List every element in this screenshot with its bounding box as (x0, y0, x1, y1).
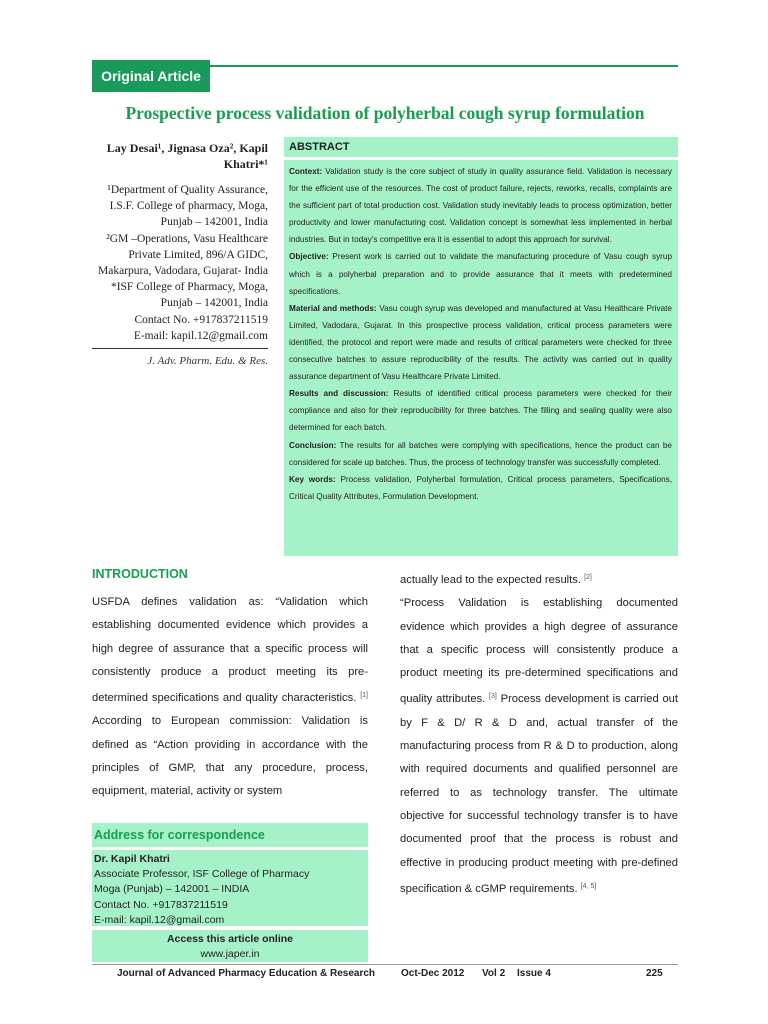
abstract-context: Context: Validation study is the core subject of study in quality assurance field. Validation is necessary for the efficient use of the resources. The cost of product failure, rejects, reworks, recalls, complaints are the sufficient part of total production cost. Validation study inevitably leads to process optimization, better productivity and lower manufacturing cost. Validation concept is somewhat less implemented in herbal industries. But in today's competitive era it is essential to adopt this approach for survival. (289, 167, 672, 245)
introduction-heading: INTRODUCTION (92, 567, 188, 581)
citation-ref: [1] (360, 692, 369, 700)
abstract-results: Results and discussion: Results of identified critical process parameters were checked for their compliance and also for their reproducibility for three batches. The filling and sealing quality were also determined for each batch. (289, 389, 672, 433)
affiliation-1: ¹Department of Quality Assurance, I.S.F. College of pharmacy, Moga, Punjab – 142001, India (107, 184, 268, 229)
footer-journal-name: Journal of Advanced Pharmacy Education & Research (117, 968, 376, 979)
footer-issue: Issue 4 (517, 968, 551, 979)
abstract-methods: Material and methods: Vasu cough syrup was developed and manufactured at Vasu Healthcare Private Limited, Vadodara, Gujarat. In this prospective process validation, critical process parameters were identified, the protocol and report were made and results of critical parameters were checked for three consecutive batches to assure reproducibility of the results. The activity was carried out in quality assurance department of Vasu Healthcare Private Limited. (289, 303, 672, 382)
correspondence-phone: Contact No. +917837211519 (94, 898, 228, 911)
affiliation-3: *ISF College of Pharmacy, Moga, Punjab – 142001, India (110, 281, 268, 310)
correspondence-name: Dr. Kapil Khatri (94, 853, 170, 865)
author-divider (92, 348, 268, 349)
section-label: Original Article (92, 60, 210, 92)
citation-ref: [4, 5] (580, 882, 597, 890)
abstract-heading: ABSTRACT (284, 137, 678, 157)
access-online-box (92, 930, 368, 962)
citation-ref: [2] (584, 574, 592, 581)
citation-ref: [3] (489, 693, 497, 701)
footer-date: Oct-Dec 2012 (401, 968, 465, 979)
correspondence-address: Moga (Punjab) – 142001 – INDIA (94, 883, 250, 896)
correspondence-heading: Address for correspondence (92, 823, 368, 847)
paper-title: Prospective process validation of polyherbal cough syrup formulation (125, 103, 645, 123)
author-list: Lay Desai¹, Jignasa Oza², Kapil Khatri*¹ (106, 141, 268, 171)
body-right-column: actually lead to the expected results. [2] “Process Validation is establishing documented evidence which provides a high degree of assurance that a specific process will consistently produce a product meeting its pre-determined specifications and quality attributes. [3] Process development is carried out by F & D/ R & D and, actual transfer of the manufacturing process from R & D to production, along with required documents and qualified personnel are referred to as technology transfer. The ultimate objective for successful technology transfer is to have documented proof that the process is robust and effective in producing product meeting with pre-defined specification & cGMP requirements. [4, 5] (400, 574, 679, 895)
access-heading: Access this article online (166, 933, 294, 945)
footer-volume: Vol 2 (482, 968, 506, 979)
correspondence-box (92, 850, 368, 926)
correspondence-position: Associate Professor, ISF College of Pharmacy (94, 868, 310, 881)
page-number: 225 (646, 968, 663, 979)
correspondence-email: E-mail: kapil.12@gmail.com (94, 913, 225, 926)
affiliation-2: ²GM –Operations, Vasu Healthcare Private Limited, 896/A GIDC, Makarpura, Vadodara, Gujarat- India (98, 232, 268, 278)
journal-abbreviation: J. Adv. Pharm. Edu. & Res. (147, 355, 268, 367)
abstract-body (284, 160, 678, 556)
journal-url-link[interactable]: www.japer.in (200, 947, 260, 960)
author-contact: Contact No. +917837211519 (134, 313, 268, 326)
abstract-objective: Objective: Present work is carried out to validate the manufacturing procedure of Vasu cough syrup which is a polyherbal preparation and to provide assurance that it meets with predetermined specifications. (289, 252, 672, 296)
abstract-conclusion: Conclusion: The results for all batches were complying with specifications, hence the product can be considered for scale up batches. Thus, the process of technology transfer was successfully completed. (289, 440, 672, 467)
footer-rule (92, 964, 678, 965)
abstract-keywords: Key words: Process validation, Polyherbal formulation, Critical process parameters, Specifications, Critical Quality Attributes, Formulation Development. (289, 474, 672, 501)
body-left-column: USFDA defines validation as: “Validation which establishing documented evidence which provides a high degree of assurance that a specific process will consistently produce a product meeting its pre-determined specifications and quality characteristics. [1] According to European commission: Validation is defined as “Action providing in accordance with the principles of GMP, that any procedure, process, equipment, material, activity or system (92, 596, 369, 798)
affiliations (92, 182, 268, 344)
author-email: E-mail: kapil.12@gmail.com (133, 329, 268, 342)
